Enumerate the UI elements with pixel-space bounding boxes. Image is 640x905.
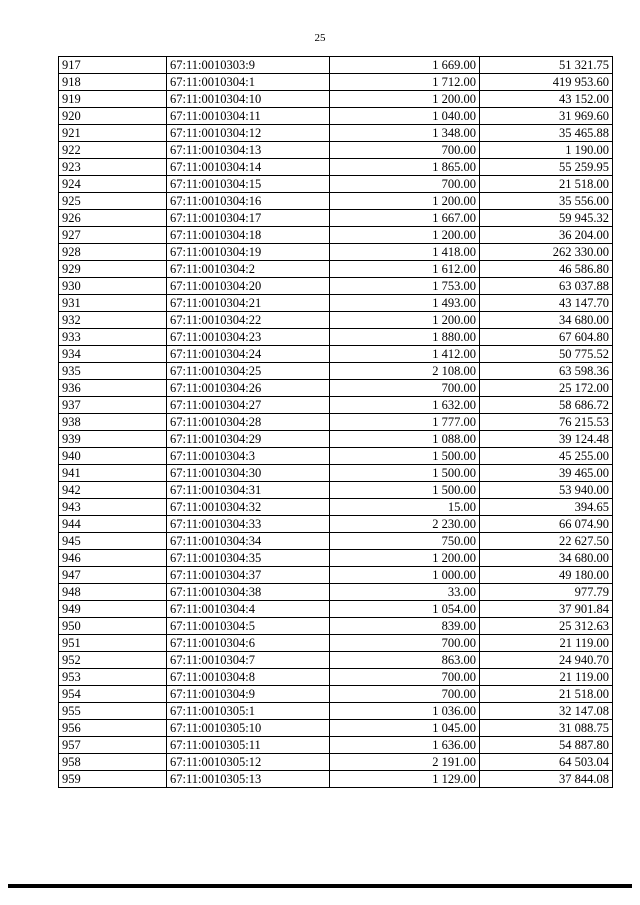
- value-cell: 21 518.00: [480, 686, 613, 703]
- table-row: [59, 244, 613, 261]
- value-cell: 25 312.63: [480, 618, 613, 635]
- value-cell: 977.79: [480, 584, 613, 601]
- area-cell: 1 865.00: [330, 159, 480, 176]
- cadastral-number-cell: 67:11:0010304:13: [167, 142, 330, 159]
- value-cell: 63 037.88: [480, 278, 613, 295]
- page-number: 25: [314, 32, 326, 44]
- value-cell: 66 074.90: [480, 516, 613, 533]
- table-row: [59, 635, 613, 652]
- row-number-cell: 946: [59, 550, 167, 567]
- table-row: [59, 754, 613, 771]
- area-cell: 700.00: [330, 686, 480, 703]
- area-cell: 1 040.00: [330, 108, 480, 125]
- row-number-cell: 920: [59, 108, 167, 125]
- value-cell: 43 152.00: [480, 91, 613, 108]
- area-cell: 1 418.00: [330, 244, 480, 261]
- table-row: [59, 227, 613, 244]
- row-number-cell: 934: [59, 346, 167, 363]
- row-number-cell: 924: [59, 176, 167, 193]
- cadastral-number-cell: 67:11:0010304:1: [167, 74, 330, 91]
- row-number-cell: 957: [59, 737, 167, 754]
- cadastral-number-cell: 67:11:0010305:12: [167, 754, 330, 771]
- value-cell: 25 172.00: [480, 380, 613, 397]
- area-cell: 1 129.00: [330, 771, 480, 788]
- area-cell: 750.00: [330, 533, 480, 550]
- area-cell: 839.00: [330, 618, 480, 635]
- cadastral-number-cell: 67:11:0010304:27: [167, 397, 330, 414]
- area-cell: 1 500.00: [330, 465, 480, 482]
- row-number-cell: 938: [59, 414, 167, 431]
- cadastral-number-cell: 67:11:0010303:9: [167, 57, 330, 74]
- value-cell: 37 844.08: [480, 771, 613, 788]
- value-cell: 63 598.36: [480, 363, 613, 380]
- table-row: [59, 720, 613, 737]
- cadastral-number-cell: 67:11:0010304:2: [167, 261, 330, 278]
- cadastral-number-cell: 67:11:0010304:25: [167, 363, 330, 380]
- table-row: [59, 176, 613, 193]
- area-cell: 1 632.00: [330, 397, 480, 414]
- cadastral-number-cell: 67:11:0010304:3: [167, 448, 330, 465]
- value-cell: 53 940.00: [480, 482, 613, 499]
- row-number-cell: 942: [59, 482, 167, 499]
- row-number-cell: 917: [59, 57, 167, 74]
- table-row: [59, 550, 613, 567]
- table-row: [59, 142, 613, 159]
- cadastral-number-cell: 67:11:0010304:11: [167, 108, 330, 125]
- table-row: [59, 125, 613, 142]
- table-row: [59, 601, 613, 618]
- area-cell: 1 200.00: [330, 312, 480, 329]
- area-cell: 700.00: [330, 669, 480, 686]
- table-row: [59, 533, 613, 550]
- value-cell: 67 604.80: [480, 329, 613, 346]
- cadastral-number-cell: 67:11:0010304:34: [167, 533, 330, 550]
- value-cell: 43 147.70: [480, 295, 613, 312]
- area-cell: 1 000.00: [330, 567, 480, 584]
- cadastral-number-cell: 67:11:0010304:31: [167, 482, 330, 499]
- value-cell: 55 259.95: [480, 159, 613, 176]
- row-number-cell: 932: [59, 312, 167, 329]
- value-cell: 49 180.00: [480, 567, 613, 584]
- table-row: [59, 210, 613, 227]
- value-cell: 21 518.00: [480, 176, 613, 193]
- cadastral-number-cell: 67:11:0010304:18: [167, 227, 330, 244]
- row-number-cell: 955: [59, 703, 167, 720]
- row-number-cell: 959: [59, 771, 167, 788]
- value-cell: 32 147.08: [480, 703, 613, 720]
- area-cell: 700.00: [330, 176, 480, 193]
- table-row: [59, 108, 613, 125]
- cadastral-number-cell: 67:11:0010304:16: [167, 193, 330, 210]
- cadastral-number-cell: 67:11:0010304:26: [167, 380, 330, 397]
- area-cell: 1 200.00: [330, 193, 480, 210]
- table-row: [59, 261, 613, 278]
- footer-rule: [8, 884, 632, 888]
- value-cell: 35 465.88: [480, 125, 613, 142]
- table-row: [59, 516, 613, 533]
- table-row: [59, 703, 613, 720]
- value-cell: 34 680.00: [480, 312, 613, 329]
- area-cell: 15.00: [330, 499, 480, 516]
- row-number-cell: 951: [59, 635, 167, 652]
- row-number-cell: 954: [59, 686, 167, 703]
- table-row: [59, 295, 613, 312]
- area-cell: 33.00: [330, 584, 480, 601]
- cadastral-number-cell: 67:11:0010304:29: [167, 431, 330, 448]
- area-cell: 1 777.00: [330, 414, 480, 431]
- table-row: [59, 737, 613, 754]
- value-cell: 64 503.04: [480, 754, 613, 771]
- table-row: [59, 686, 613, 703]
- cadastral-number-cell: 67:11:0010304:24: [167, 346, 330, 363]
- cadastral-number-cell: 67:11:0010305:11: [167, 737, 330, 754]
- row-number-cell: 941: [59, 465, 167, 482]
- table-body: [59, 57, 613, 788]
- table-row: [59, 312, 613, 329]
- area-cell: 700.00: [330, 380, 480, 397]
- cadastral-number-cell: 67:11:0010305:10: [167, 720, 330, 737]
- cadastral-number-cell: 67:11:0010304:10: [167, 91, 330, 108]
- row-number-cell: 928: [59, 244, 167, 261]
- cadastral-number-cell: 67:11:0010305:13: [167, 771, 330, 788]
- value-cell: 21 119.00: [480, 669, 613, 686]
- row-number-cell: 949: [59, 601, 167, 618]
- cadastral-number-cell: 67:11:0010304:33: [167, 516, 330, 533]
- area-cell: 1 200.00: [330, 227, 480, 244]
- cadastral-number-cell: 67:11:0010304:22: [167, 312, 330, 329]
- row-number-cell: 945: [59, 533, 167, 550]
- cadastral-number-cell: 67:11:0010304:12: [167, 125, 330, 142]
- area-cell: 1 712.00: [330, 74, 480, 91]
- value-cell: 24 940.70: [480, 652, 613, 669]
- row-number-cell: 935: [59, 363, 167, 380]
- table-row: [59, 159, 613, 176]
- area-cell: 1 200.00: [330, 550, 480, 567]
- row-number-cell: 918: [59, 74, 167, 91]
- cadastral-number-cell: 67:11:0010304:37: [167, 567, 330, 584]
- cadastral-number-cell: 67:11:0010304:14: [167, 159, 330, 176]
- value-cell: 50 775.52: [480, 346, 613, 363]
- table-row: [59, 380, 613, 397]
- area-cell: 1 500.00: [330, 482, 480, 499]
- area-cell: 1 636.00: [330, 737, 480, 754]
- area-cell: 1 753.00: [330, 278, 480, 295]
- table-row: [59, 618, 613, 635]
- table-row: [59, 74, 613, 91]
- value-cell: 1 190.00: [480, 142, 613, 159]
- table-row: [59, 329, 613, 346]
- value-cell: 31 969.60: [480, 108, 613, 125]
- value-cell: 36 204.00: [480, 227, 613, 244]
- value-cell: 34 680.00: [480, 550, 613, 567]
- row-number-cell: 931: [59, 295, 167, 312]
- row-number-cell: 953: [59, 669, 167, 686]
- cadastral-number-cell: 67:11:0010304:17: [167, 210, 330, 227]
- row-number-cell: 958: [59, 754, 167, 771]
- value-cell: 54 887.80: [480, 737, 613, 754]
- value-cell: 51 321.75: [480, 57, 613, 74]
- table-row: [59, 669, 613, 686]
- area-cell: 2 108.00: [330, 363, 480, 380]
- row-number-cell: 933: [59, 329, 167, 346]
- row-number-cell: 926: [59, 210, 167, 227]
- table-row: [59, 499, 613, 516]
- area-cell: 1 412.00: [330, 346, 480, 363]
- row-number-cell: 939: [59, 431, 167, 448]
- value-cell: 39 124.48: [480, 431, 613, 448]
- value-cell: 35 556.00: [480, 193, 613, 210]
- value-cell: 58 686.72: [480, 397, 613, 414]
- area-cell: 1 036.00: [330, 703, 480, 720]
- cadastral-number-cell: 67:11:0010304:15: [167, 176, 330, 193]
- row-number-cell: 948: [59, 584, 167, 601]
- cadastral-number-cell: 67:11:0010304:38: [167, 584, 330, 601]
- area-cell: 700.00: [330, 635, 480, 652]
- table-row: [59, 567, 613, 584]
- value-cell: 394.65: [480, 499, 613, 516]
- cadastral-number-cell: 67:11:0010304:35: [167, 550, 330, 567]
- area-cell: 1 667.00: [330, 210, 480, 227]
- cadastral-number-cell: 67:11:0010305:1: [167, 703, 330, 720]
- value-cell: 46 586.80: [480, 261, 613, 278]
- area-cell: 1 500.00: [330, 448, 480, 465]
- row-number-cell: 922: [59, 142, 167, 159]
- cadastral-number-cell: 67:11:0010304:30: [167, 465, 330, 482]
- table-row: [59, 448, 613, 465]
- value-cell: 31 088.75: [480, 720, 613, 737]
- cadastral-number-cell: 67:11:0010304:23: [167, 329, 330, 346]
- value-cell: 76 215.53: [480, 414, 613, 431]
- value-cell: 45 255.00: [480, 448, 613, 465]
- cadastral-number-cell: 67:11:0010304:7: [167, 652, 330, 669]
- table-row: [59, 652, 613, 669]
- area-cell: 1 054.00: [330, 601, 480, 618]
- row-number-cell: 925: [59, 193, 167, 210]
- cadastral-number-cell: 67:11:0010304:8: [167, 669, 330, 686]
- table-row: [59, 482, 613, 499]
- row-number-cell: 921: [59, 125, 167, 142]
- table-row: [59, 771, 613, 788]
- cadastral-number-cell: 67:11:0010304:20: [167, 278, 330, 295]
- row-number-cell: 947: [59, 567, 167, 584]
- table-row: [59, 397, 613, 414]
- cadastral-number-cell: 67:11:0010304:5: [167, 618, 330, 635]
- area-cell: 2 191.00: [330, 754, 480, 771]
- table-row: [59, 193, 613, 210]
- row-number-cell: 936: [59, 380, 167, 397]
- cadastral-number-cell: 67:11:0010304:4: [167, 601, 330, 618]
- row-number-cell: 940: [59, 448, 167, 465]
- row-number-cell: 927: [59, 227, 167, 244]
- table-row: [59, 414, 613, 431]
- value-cell: 37 901.84: [480, 601, 613, 618]
- area-cell: 1 348.00: [330, 125, 480, 142]
- area-cell: 700.00: [330, 142, 480, 159]
- table-row: [59, 91, 613, 108]
- row-number-cell: 919: [59, 91, 167, 108]
- value-cell: 39 465.00: [480, 465, 613, 482]
- table-row: [59, 431, 613, 448]
- value-cell: 59 945.32: [480, 210, 613, 227]
- cadastre-table: [58, 56, 613, 788]
- row-number-cell: 956: [59, 720, 167, 737]
- row-number-cell: 930: [59, 278, 167, 295]
- table-row: [59, 57, 613, 74]
- row-number-cell: 943: [59, 499, 167, 516]
- row-number-cell: 950: [59, 618, 167, 635]
- table-row: [59, 363, 613, 380]
- area-cell: 1 045.00: [330, 720, 480, 737]
- value-cell: 419 953.60: [480, 74, 613, 91]
- table-row: [59, 465, 613, 482]
- area-cell: 863.00: [330, 652, 480, 669]
- value-cell: 22 627.50: [480, 533, 613, 550]
- area-cell: 2 230.00: [330, 516, 480, 533]
- value-cell: 21 119.00: [480, 635, 613, 652]
- row-number-cell: 929: [59, 261, 167, 278]
- row-number-cell: 923: [59, 159, 167, 176]
- cadastral-number-cell: 67:11:0010304:19: [167, 244, 330, 261]
- cadastral-number-cell: 67:11:0010304:28: [167, 414, 330, 431]
- table-row: [59, 584, 613, 601]
- area-cell: 1 088.00: [330, 431, 480, 448]
- cadastral-number-cell: 67:11:0010304:6: [167, 635, 330, 652]
- cadastral-number-cell: 67:11:0010304:32: [167, 499, 330, 516]
- row-number-cell: 952: [59, 652, 167, 669]
- row-number-cell: 937: [59, 397, 167, 414]
- area-cell: 1 880.00: [330, 329, 480, 346]
- table-row: [59, 278, 613, 295]
- row-number-cell: 944: [59, 516, 167, 533]
- value-cell: 262 330.00: [480, 244, 613, 261]
- cadastral-number-cell: 67:11:0010304:21: [167, 295, 330, 312]
- area-cell: 1 669.00: [330, 57, 480, 74]
- area-cell: 1 200.00: [330, 91, 480, 108]
- area-cell: 1 493.00: [330, 295, 480, 312]
- cadastral-number-cell: 67:11:0010304:9: [167, 686, 330, 703]
- table-row: [59, 346, 613, 363]
- area-cell: 1 612.00: [330, 261, 480, 278]
